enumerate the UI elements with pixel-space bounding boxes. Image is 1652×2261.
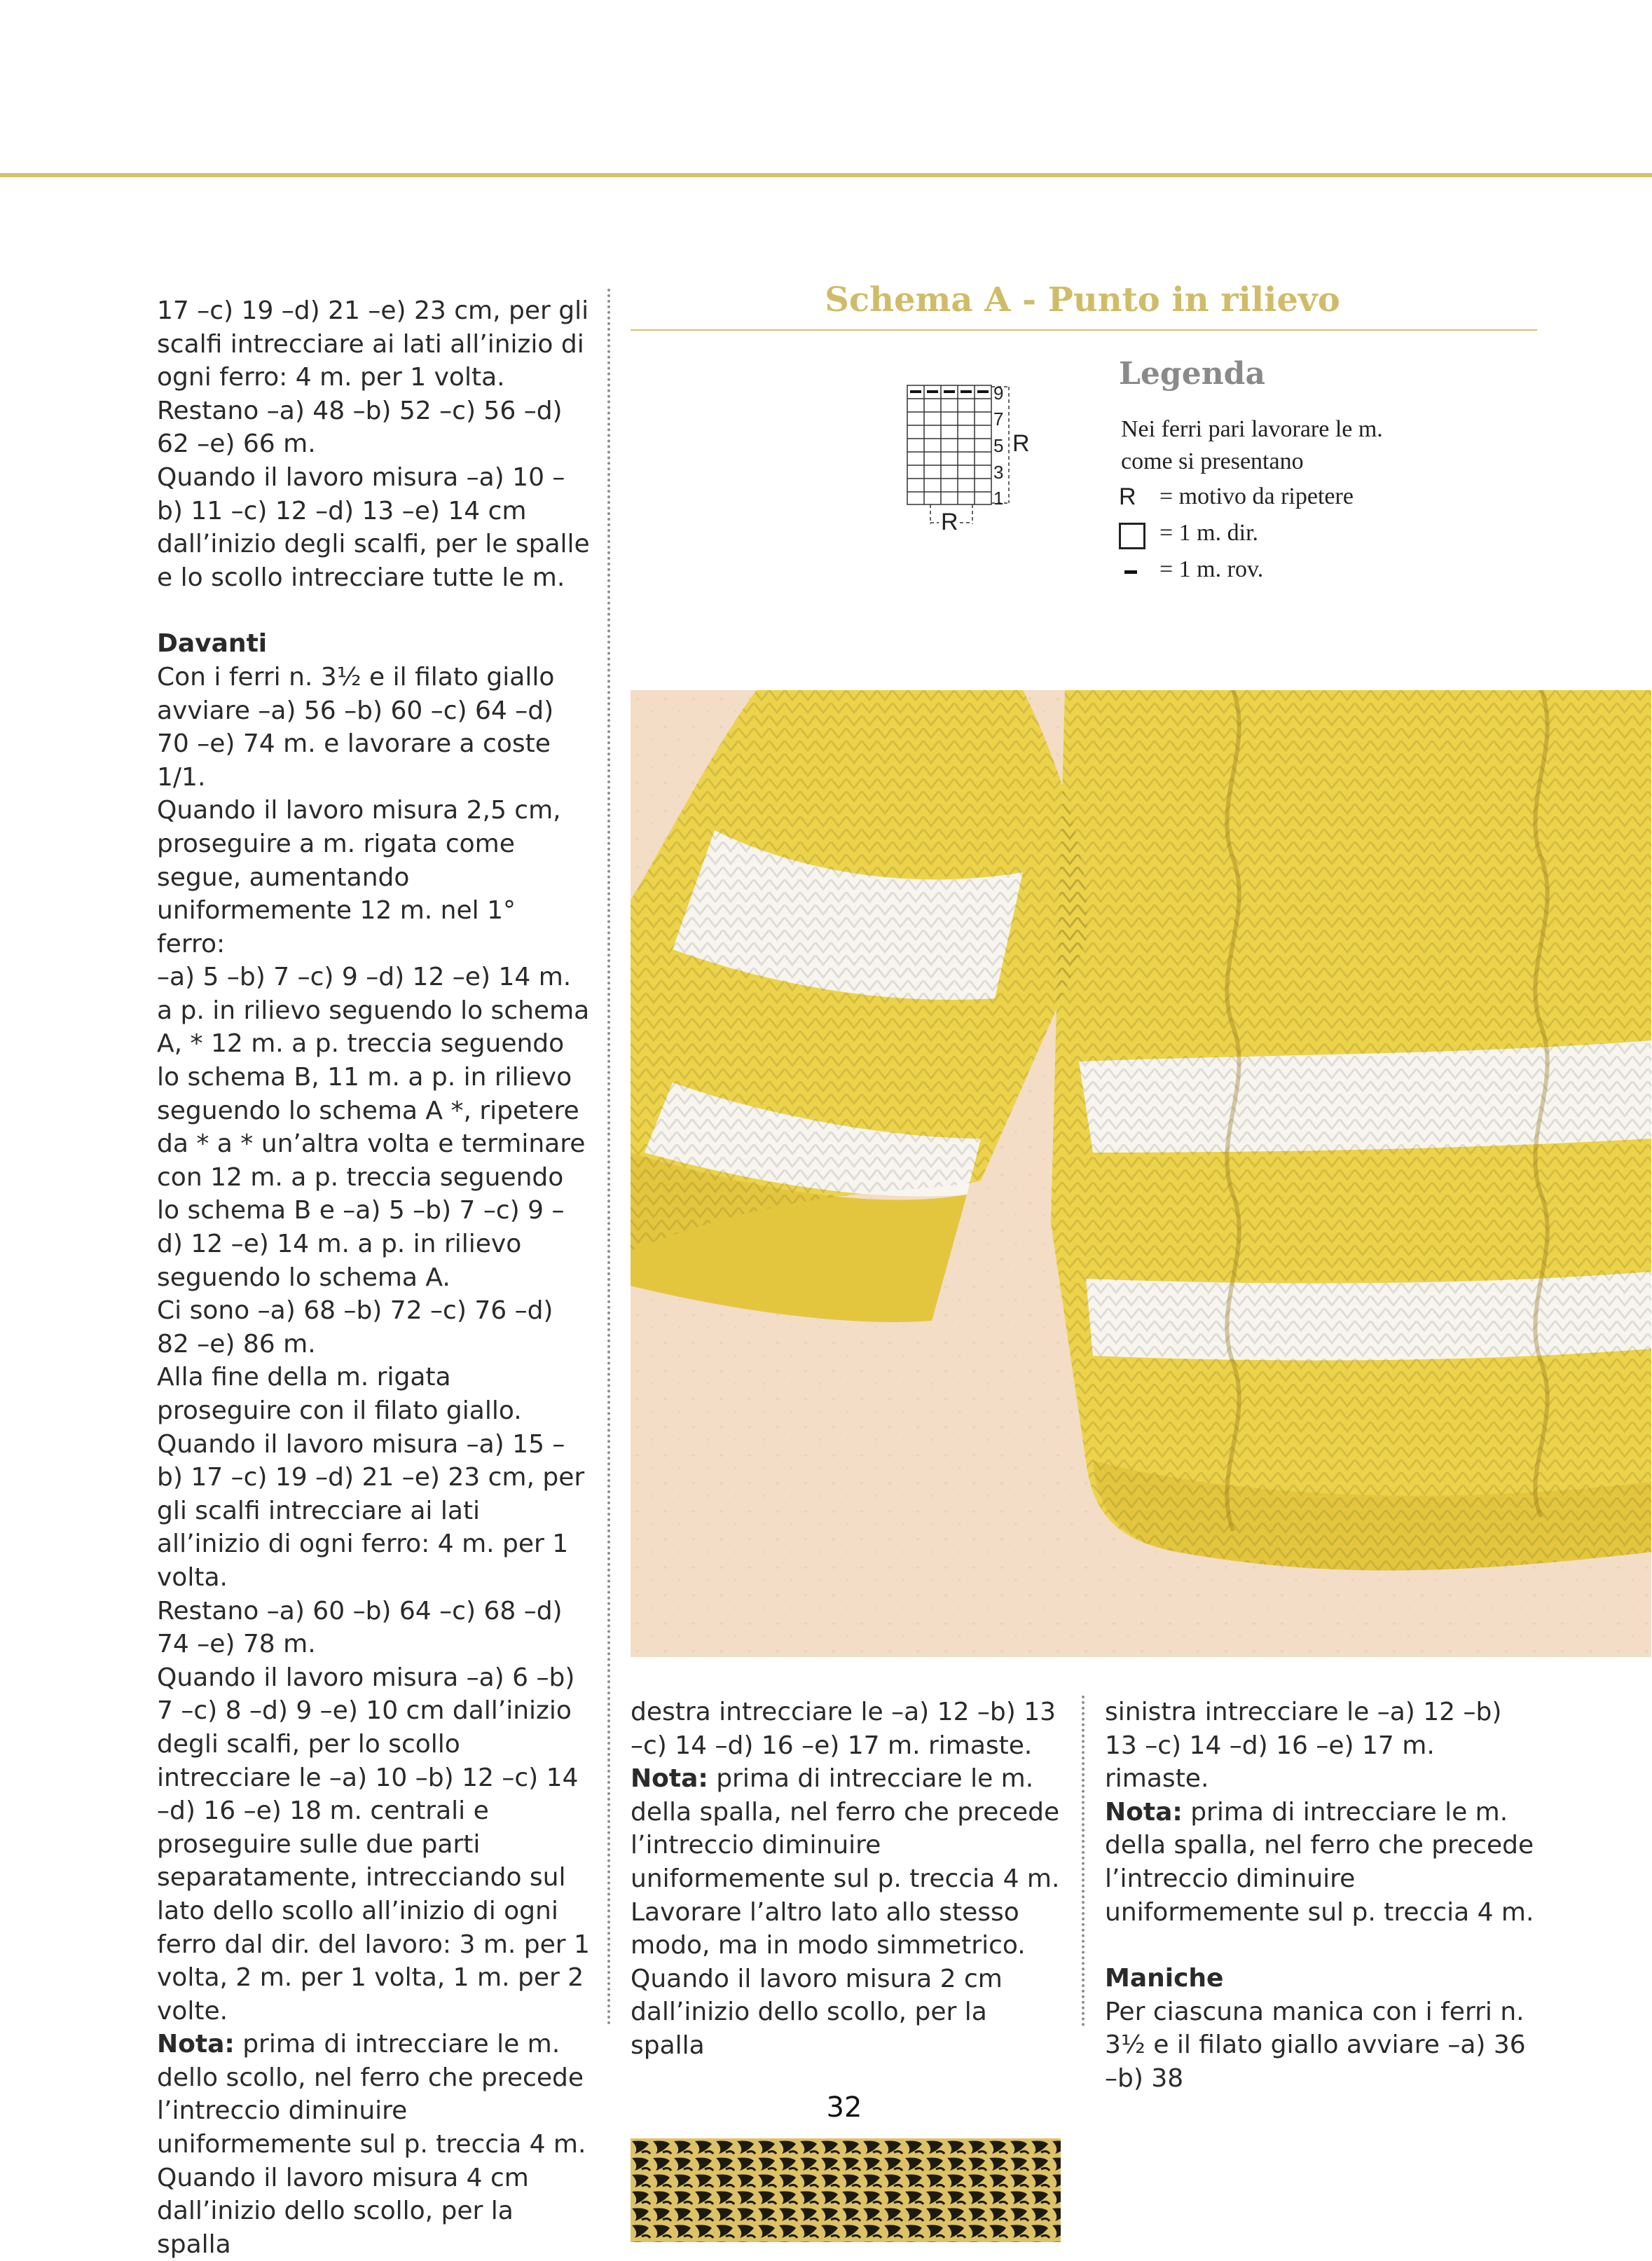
legend-title: Legenda — [1119, 356, 1265, 392]
note-text: prima di intrecciare le m. della spalla, nel ferro che precede l’intreccio diminuire uniformemente sul p. treccia 4 m. — [1105, 1797, 1534, 1927]
page-number: 32 — [826, 2091, 862, 2124]
repeat-label: R — [1012, 430, 1030, 457]
repeat-label: R — [941, 509, 958, 532]
legend-label: = 1 m. rov. — [1159, 556, 1264, 582]
paragraph: Quando il lavoro misura –a) 10 –b) 11 –c) 12 –d) 13 –e) 14 cm dall’inizio degli scalfi, per le spalle e lo scollo intrecciare tutte le m. — [157, 462, 590, 592]
paragraph: Per ciascuna manica con i ferri n. 3½ e il filato giallo avviare –a) 36 –b) 38 — [1105, 1997, 1526, 2093]
stitch-chart — [904, 378, 1058, 532]
note-text: prima di intrecciare le m. dello scollo, nel ferro che precede l’intreccio diminuire uniformemente sul p. treccia 4 m. — [157, 2030, 586, 2159]
paragraph: Quando il lavoro misura 2 cm dall’inizio dello scollo, per la spalla — [631, 1964, 1003, 2060]
paragraph: destra intrecciare le –a) 12 –b) 13 –c) 14 –d) 16 –e) 17 m. rimaste. — [631, 1698, 1056, 1760]
dash-icon — [1119, 556, 1143, 584]
column-divider — [1082, 1696, 1085, 2026]
paragraph: Quando il lavoro misura 2,5 cm, proseguire a m. rigata come segue, aumentando uniformemente 12 m. nel 1° ferro: — [157, 796, 561, 958]
note-label: Nota: — [1105, 1797, 1183, 1827]
row-number: 5 — [993, 435, 1004, 456]
paragraph: –a) 5 –b) 7 –c) 9 –d) 12 –e) 14 m. a p. in rilievo seguendo lo schema A, * 12 m. a p. treccia seguendo lo schema B, 11 m. a p. in rilievo seguendo lo schema A *, ripetere da * a * un’altra volta e terminare con 12 m. a p. treccia seguendo lo schema B e –a) 5 –b) 7 –c) 9 –d) 12 –e) 14 m. a p. in rilievo seguendo lo schema A. — [157, 963, 590, 1292]
text-column-2 — [631, 1696, 1061, 2063]
knit-texture-decoration — [631, 2138, 1061, 2242]
text-column-1 — [157, 294, 590, 2261]
row-number: 1 — [993, 488, 1004, 509]
column-divider — [607, 289, 610, 2026]
sweater-photo — [631, 690, 1651, 1657]
paragraph: Lavorare l’altro lato allo stesso modo, ma in modo simmetrico. — [631, 1897, 1026, 1960]
chart-grid — [907, 385, 991, 504]
legend-label: = 1 m. dir. — [1159, 520, 1259, 546]
paragraph: Quando il lavoro misura –a) 6 –b) 7 –c) 8 –d) 9 –e) 10 cm dall’inizio degli scalfi, per lo scollo intrecciare le –a) 10 –b) 12 –c) 14 –d) 16 –e) 18 m. centrali e proseguire sulle due parti separatamente, intrecciando sul lato dello scollo all’inizio di ogni ferro dal dir. del lavoro: 3 m. per 1 volta, 2 m. per 1 volta, 1 m. per 2 volte. — [157, 1663, 590, 2026]
paragraph: Con i ferri n. 3½ e il filato giallo avviare –a) 56 –b) 60 –c) 64 –d) 70 –e) 74 m. e lavorare a coste 1/1. — [157, 662, 555, 792]
text-column-3 — [1105, 1696, 1535, 2096]
paragraph: 17 –c) 19 –d) 21 –e) 23 cm, per gli scalfi intrecciare ai lati all’inizio di ogni ferro: 4 m. per 1 volta. — [157, 296, 589, 392]
note-paragraph — [631, 1762, 1061, 1895]
paragraph: Restano –a) 48 –b) 52 –c) 56 –d) 62 –e) 66 m. — [157, 396, 563, 459]
purl-marks — [910, 390, 989, 393]
note-text: prima di intrecciare le m. della spalla, nel ferro che precede l’intreccio diminuire uniformemente sul p. treccia 4 m. — [631, 1764, 1060, 1893]
paragraph: Alla fine della m. rigata proseguire con il filato giallo. — [157, 1363, 522, 1425]
note-label: Nota: — [631, 1764, 708, 1794]
paragraph: Ci sono –a) 68 –b) 72 –c) 76 –d) 82 –e) 86 m. — [157, 1296, 553, 1359]
note-label: Nota: — [157, 2030, 235, 2059]
legend-note: come si presentano — [1121, 448, 1304, 474]
row-number: 7 — [993, 408, 1004, 429]
schema-rule — [631, 329, 1537, 331]
section-heading-davanti: Davanti — [157, 629, 268, 659]
row-number: 9 — [993, 383, 1004, 404]
paragraph: Quando il lavoro misura 4 cm dall’inizio dello scollo, per la spalla — [157, 2163, 529, 2259]
row-number: 3 — [993, 462, 1004, 483]
paragraph: Quando il lavoro misura –a) 15 –b) 17 –c) 19 –d) 21 –e) 23 cm, per gli scalfi intrecciare ai lati all’inizio di ogni ferro: 4 m. per 1 volta. — [157, 1429, 585, 1592]
top-rule — [0, 173, 1652, 177]
empty-square-icon — [1119, 523, 1145, 549]
schema-title: Schema A - Punto in rilievo — [825, 280, 1340, 319]
note-paragraph — [157, 2028, 590, 2161]
paragraph: sinistra intrecciare le –a) 12 –b) 13 –c) 14 –d) 16 –e) 17 m. rimaste. — [1105, 1698, 1502, 1794]
paragraph: Restano –a) 60 –b) 64 –c) 68 –d) 74 –e) 78 m. — [157, 1596, 563, 1659]
note-paragraph — [1105, 1796, 1535, 1929]
legend-label: = motivo da ripetere — [1159, 483, 1354, 509]
legend-note: Nei ferri pari lavorare le m. — [1121, 416, 1383, 442]
section-heading-maniche: Maniche — [1105, 1964, 1224, 1993]
repeat-symbol: R — [1119, 483, 1136, 510]
